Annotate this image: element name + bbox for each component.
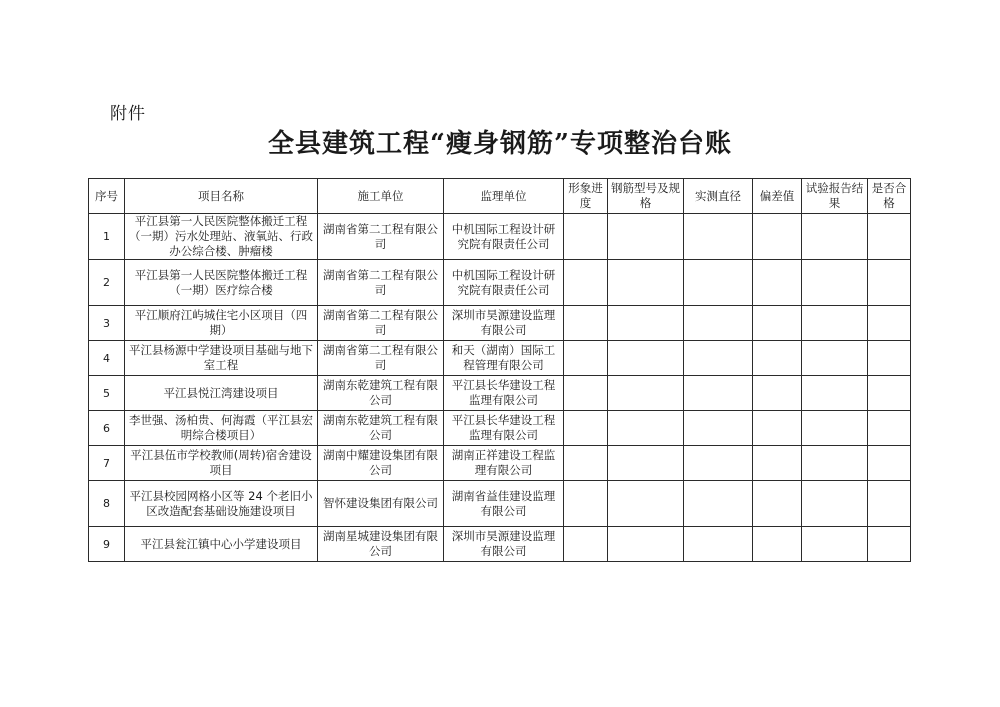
cell-test-result xyxy=(802,214,868,260)
cell-deviation xyxy=(753,306,802,341)
cell-no: 7 xyxy=(89,446,125,481)
cell-progress xyxy=(564,446,608,481)
cell-deviation xyxy=(753,446,802,481)
cell-rebar-spec xyxy=(608,446,684,481)
cell-measured-diameter xyxy=(684,260,753,306)
cell-measured-diameter xyxy=(684,446,753,481)
cell-supervisor: 湖南省益佳建设监理有限公司 xyxy=(444,481,564,527)
cell-measured-diameter xyxy=(684,306,753,341)
cell-qualified xyxy=(868,527,911,562)
header-no: 序号 xyxy=(89,179,125,214)
header-qualified: 是否合格 xyxy=(868,179,911,214)
cell-test-result xyxy=(802,306,868,341)
cell-rebar-spec xyxy=(608,376,684,411)
cell-deviation xyxy=(753,376,802,411)
cell-rebar-spec xyxy=(608,527,684,562)
cell-supervisor: 深圳市昊源建设监理有限公司 xyxy=(444,527,564,562)
cell-progress xyxy=(564,306,608,341)
cell-project: 平江县悦江湾建设项目 xyxy=(125,376,318,411)
cell-project: 平江县第一人民医院整体搬迁工程（一期）污水处理站、液氧站、行政办公综合楼、肿瘤楼 xyxy=(125,214,318,260)
cell-progress xyxy=(564,481,608,527)
cell-qualified xyxy=(868,260,911,306)
cell-project: 平江县第一人民医院整体搬迁工程（一期）医疗综合楼 xyxy=(125,260,318,306)
cell-progress xyxy=(564,214,608,260)
header-deviation: 偏差值 xyxy=(753,179,802,214)
header-measured-diameter: 实测直径 xyxy=(684,179,753,214)
cell-qualified xyxy=(868,341,911,376)
cell-deviation xyxy=(753,411,802,446)
table-row xyxy=(89,411,911,446)
cell-contractor: 湖南东乾建筑工程有限公司 xyxy=(318,376,444,411)
cell-test-result xyxy=(802,446,868,481)
cell-rebar-spec xyxy=(608,341,684,376)
cell-project: 平江县瓮江镇中心小学建设项目 xyxy=(125,527,318,562)
cell-supervisor: 深圳市昊源建设监理有限公司 xyxy=(444,306,564,341)
table-row xyxy=(89,260,911,306)
cell-progress xyxy=(564,376,608,411)
header-progress: 形象进度 xyxy=(564,179,608,214)
cell-measured-diameter xyxy=(684,214,753,260)
cell-test-result xyxy=(802,411,868,446)
cell-measured-diameter xyxy=(684,527,753,562)
cell-test-result xyxy=(802,341,868,376)
cell-deviation xyxy=(753,527,802,562)
cell-deviation xyxy=(753,481,802,527)
cell-deviation xyxy=(753,341,802,376)
cell-progress xyxy=(564,411,608,446)
cell-deviation xyxy=(753,214,802,260)
cell-contractor: 湖南星城建设集团有限公司 xyxy=(318,527,444,562)
ledger-table xyxy=(88,178,911,562)
cell-no: 9 xyxy=(89,527,125,562)
cell-rebar-spec xyxy=(608,411,684,446)
cell-supervisor: 湖南正祥建设工程监理有限公司 xyxy=(444,446,564,481)
header-supervisor: 监理单位 xyxy=(444,179,564,214)
cell-project: 平江县校园网格小区等 24 个老旧小区改造配套基础设施建设项目 xyxy=(125,481,318,527)
cell-contractor: 湖南省第二工程有限公司 xyxy=(318,260,444,306)
cell-qualified xyxy=(868,481,911,527)
cell-test-result xyxy=(802,527,868,562)
cell-supervisor: 中机国际工程设计研究院有限责任公司 xyxy=(444,214,564,260)
cell-rebar-spec xyxy=(608,481,684,527)
cell-progress xyxy=(564,341,608,376)
cell-test-result xyxy=(802,376,868,411)
cell-progress xyxy=(564,527,608,562)
cell-qualified xyxy=(868,376,911,411)
table-row xyxy=(89,376,911,411)
cell-contractor: 湖南东乾建筑工程有限公司 xyxy=(318,411,444,446)
cell-no: 6 xyxy=(89,411,125,446)
cell-rebar-spec xyxy=(608,260,684,306)
table-row xyxy=(89,481,911,527)
cell-contractor: 智怀建设集团有限公司 xyxy=(318,481,444,527)
table-row xyxy=(89,527,911,562)
cell-contractor: 湖南省第二工程有限公司 xyxy=(318,341,444,376)
cell-measured-diameter xyxy=(684,411,753,446)
table-row xyxy=(89,341,911,376)
attachment-label: 附件 xyxy=(110,104,146,124)
header-project: 项目名称 xyxy=(125,179,318,214)
cell-test-result xyxy=(802,260,868,306)
cell-no: 5 xyxy=(89,376,125,411)
cell-supervisor: 平江县长华建设工程监理有限公司 xyxy=(444,376,564,411)
cell-measured-diameter xyxy=(684,341,753,376)
cell-progress xyxy=(564,260,608,306)
cell-project: 李世强、汤柏贵、何海霞（平江县宏明综合楼项目） xyxy=(125,411,318,446)
cell-contractor: 湖南中耀建设集团有限公司 xyxy=(318,446,444,481)
cell-measured-diameter xyxy=(684,481,753,527)
cell-measured-diameter xyxy=(684,376,753,411)
table-header-row xyxy=(89,179,911,214)
cell-qualified xyxy=(868,214,911,260)
table-row xyxy=(89,306,911,341)
table-row xyxy=(89,446,911,481)
cell-test-result xyxy=(802,481,868,527)
cell-deviation xyxy=(753,260,802,306)
cell-contractor: 湖南省第二工程有限公司 xyxy=(318,214,444,260)
table-row xyxy=(89,214,911,260)
cell-no: 8 xyxy=(89,481,125,527)
cell-supervisor: 和天（湖南）国际工程管理有限公司 xyxy=(444,341,564,376)
header-test-result: 试验报告结果 xyxy=(802,179,868,214)
cell-supervisor: 中机国际工程设计研究院有限责任公司 xyxy=(444,260,564,306)
cell-qualified xyxy=(868,306,911,341)
document-title: 全县建筑工程“瘦身钢筋”专项整治台账 xyxy=(268,129,732,159)
cell-project: 平江县伍市学校教师(周转)宿舍建设项目 xyxy=(125,446,318,481)
cell-rebar-spec xyxy=(608,214,684,260)
cell-qualified xyxy=(868,411,911,446)
cell-contractor: 湖南省第二工程有限公司 xyxy=(318,306,444,341)
header-contractor: 施工单位 xyxy=(318,179,444,214)
cell-no: 2 xyxy=(89,260,125,306)
cell-supervisor: 平江县长华建设工程监理有限公司 xyxy=(444,411,564,446)
header-rebar-spec: 钢筋型号及规格 xyxy=(608,179,684,214)
cell-no: 4 xyxy=(89,341,125,376)
cell-no: 1 xyxy=(89,214,125,260)
cell-project: 平江县杨源中学建设项目基础与地下室工程 xyxy=(125,341,318,376)
cell-project: 平江顺府江屿城住宅小区项目（四期） xyxy=(125,306,318,341)
cell-rebar-spec xyxy=(608,306,684,341)
cell-qualified xyxy=(868,446,911,481)
cell-no: 3 xyxy=(89,306,125,341)
